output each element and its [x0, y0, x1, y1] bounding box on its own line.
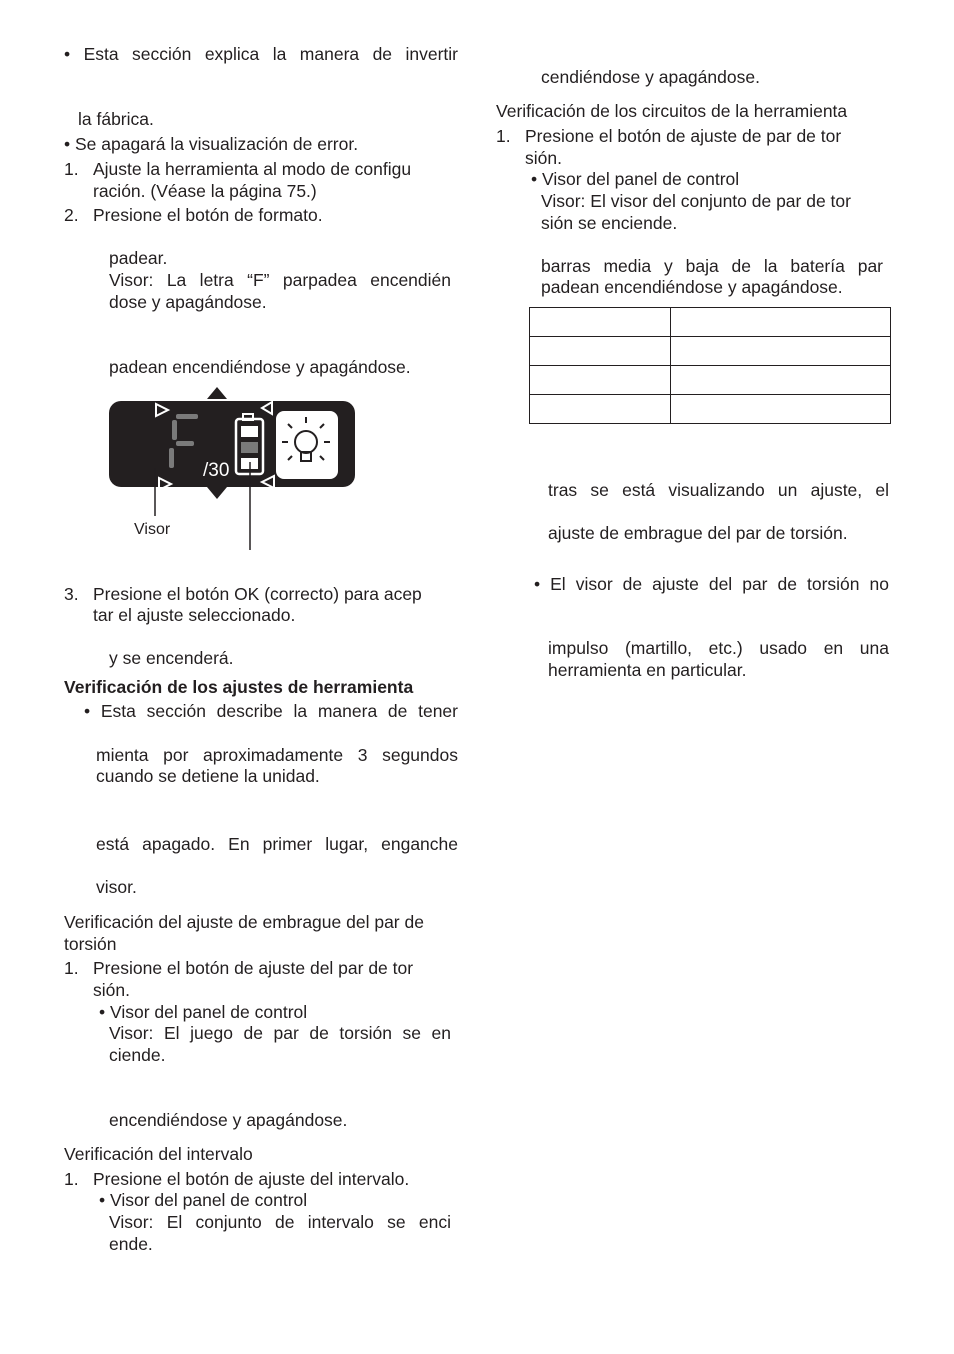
clutch-step1-b: sión.	[93, 980, 130, 1000]
circuit-table	[529, 307, 891, 424]
table-row	[530, 395, 891, 424]
down-arrow-icon	[207, 487, 227, 499]
interval-visor-a: Visor: El conjunto de intervalo se enci	[109, 1212, 451, 1232]
circuit-panel-bullet: • Visor del panel de control	[531, 169, 740, 189]
table-row	[530, 337, 891, 366]
error-bullet: • Se apagará la visualización de error.	[64, 134, 359, 154]
circuit-visor-b: sión se enciende.	[541, 213, 678, 233]
impulse-line-b: herramienta en particular.	[548, 660, 747, 680]
section-bullet: • Esta sección describe la manera de tener	[84, 701, 458, 721]
interval-visor-b: ende.	[109, 1234, 153, 1254]
clutch-panel-bullet: • Visor del panel de control	[99, 1002, 308, 1022]
visor-label: Visor	[134, 521, 171, 538]
clutch-visor-b: ciende.	[109, 1045, 166, 1065]
interval-step1-number: 1.	[64, 1169, 79, 1189]
visor-f-line-b: dose y apagándose.	[109, 292, 267, 312]
step3-number: 3.	[64, 584, 79, 604]
table-row	[530, 366, 891, 395]
seven-segment-f-icon	[169, 414, 198, 468]
circuit-step1-a: Presione el botón de ajuste de par de tor	[525, 126, 842, 146]
clutch-title-b: torsión	[64, 934, 117, 954]
intro-continuation: la fábrica.	[78, 109, 154, 129]
battery-line-b: padean encendiéndose y apagándose.	[541, 277, 843, 297]
step3-line-c: y se encenderá.	[109, 648, 234, 668]
note-line-a: tras se está visualizando un ajuste, el	[548, 480, 889, 500]
up-arrow-icon	[207, 387, 227, 399]
battery-line-a: barras media y baja de la batería par	[541, 256, 883, 276]
step1-number: 1.	[64, 159, 79, 179]
panel-count: /30	[203, 460, 230, 481]
interval-step1: Presione el botón de ajuste del intervalo.	[93, 1169, 410, 1189]
step3-line-b: tar el ajuste seleccionado.	[93, 605, 296, 625]
interval-title: Verificación del intervalo	[64, 1144, 253, 1164]
impulse-line-a: impulso (martillo, etc.) usado en una	[548, 638, 889, 658]
step2-text: Presione el botón de formato.	[93, 205, 323, 225]
circuit-visor-a: Visor: El visor del conjunto de par de tor	[541, 191, 851, 211]
blink-text-b: padean encendiéndose y apagándose.	[109, 357, 411, 377]
section-p3: visor.	[96, 877, 137, 897]
note-line-b: ajuste de embrague del par de torsión.	[548, 523, 848, 543]
right-bottom-triangle-icon	[262, 476, 274, 488]
circuit-step1-b: sión.	[525, 148, 562, 168]
clutch-blink: encendiéndose y apagándose.	[109, 1110, 348, 1130]
clutch-step1-a: Presione el botón de ajuste del par de tor	[93, 958, 414, 978]
step3-line-a: Presione el botón OK (correcto) para acep	[93, 584, 422, 604]
step2-number: 2.	[64, 205, 79, 225]
left-bottom-triangle-icon	[159, 478, 171, 490]
light-bulb-icon	[276, 411, 338, 479]
section-p1-b: cuando se detiene la unidad.	[96, 766, 320, 786]
right-top-triangle-icon	[262, 402, 272, 414]
step1-line-a: Ajuste la herramienta al modo de configu	[93, 159, 412, 179]
table-row	[530, 308, 891, 337]
circuit-title: Verificación de los circuitos de la herramienta	[496, 101, 848, 121]
intro-bullet: • Esta sección explica la manera de invertir	[64, 44, 458, 64]
right-blink-top: cendiéndose y apagándose.	[541, 67, 760, 87]
section-p1-a: mienta por aproximadamente 3 segundos	[96, 745, 458, 765]
circuit-step1-number: 1.	[496, 126, 511, 146]
clutch-visor-a: Visor: El juego de par de torsión se en	[109, 1023, 451, 1043]
clutch-title-a: Verificación del ajuste de embrague del par de	[64, 912, 424, 932]
left-top-triangle-icon	[156, 404, 168, 416]
section-title: Verificación de los ajustes de herramienta	[64, 677, 414, 697]
section-p2: está apagado. En primer lugar, enganche	[96, 834, 458, 854]
clutch-step1-number: 1.	[64, 958, 79, 978]
interval-panel-bullet: • Visor del panel de control	[99, 1190, 308, 1210]
blink-text-a: padear.	[109, 248, 168, 268]
note-bullet: • El visor de ajuste del par de torsión no	[534, 574, 889, 594]
visor-f-line-a: Visor: La letra “F” parpadea encendién	[109, 270, 451, 290]
step1-line-b: ración. (Véase la página 75.)	[93, 181, 317, 201]
